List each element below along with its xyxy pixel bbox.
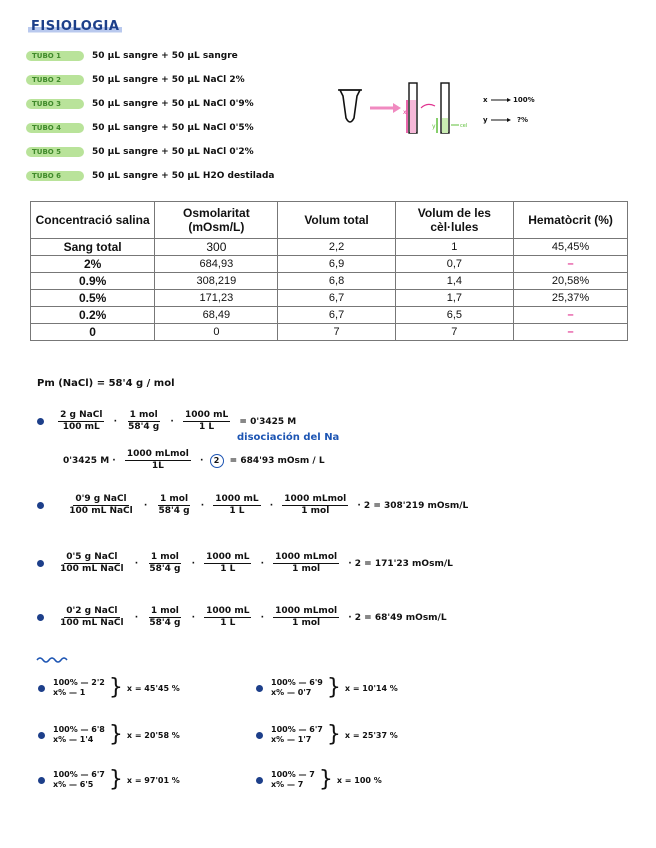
table-cell: 20,58% [514, 273, 628, 290]
page-title: FISIOLOGIA [28, 19, 122, 34]
results-table [30, 201, 628, 341]
tube-tag: TUBO 3 [26, 99, 84, 109]
dissociation-note: disociación del Na [237, 432, 340, 443]
diagram-label-y: y [432, 123, 436, 130]
tube-text: 50 µL sangre + 50 µL NaCl 2% [92, 75, 245, 85]
table-cell: 0,7 [395, 256, 513, 273]
legend-x: x [483, 96, 488, 104]
prop-result: x = 10'14 % [344, 683, 398, 693]
prop-line: 100% — 6'9 [271, 678, 323, 687]
tube-item [26, 169, 274, 183]
frac-den: 100 mL NaCl [69, 506, 133, 516]
hematocrit-tube-icon [403, 83, 417, 133]
table-cell: 6,9 [278, 256, 395, 273]
tube-item [26, 121, 254, 135]
diagram-label-x: x [403, 109, 407, 116]
hematocrit-tube-icon [432, 83, 467, 133]
tube-tag: TUBO 5 [26, 147, 84, 157]
prop-line: x% — 6'5 [53, 780, 94, 789]
proportion: 100% — 6'7 x% — 6'5 } x = 97'01 % [38, 770, 180, 790]
proportion: 100% — 6'9 x% — 0'7 } x = 10'14 % [256, 678, 398, 698]
table-cell: 300 [155, 239, 278, 256]
tube-tag: TUBO 4 [26, 123, 84, 133]
bullet-icon [37, 418, 44, 425]
prop-result: x = 20'58 % [126, 730, 180, 740]
prop-line: x% — 7 [271, 780, 304, 789]
calc-lead: 0'3425 M · [63, 455, 116, 466]
tube-tag: TUBO 2 [26, 75, 84, 85]
bullet-icon [256, 685, 263, 692]
prop-line: x% — 1 [53, 688, 86, 697]
frac-den: 1 L [229, 506, 245, 516]
frac-num: 0'9 g NaCl [75, 494, 127, 504]
table-cell: 1,7 [395, 290, 513, 307]
table-header: Volum de les cèl·lules [395, 202, 513, 239]
frac-den: 1 L [220, 618, 236, 628]
table-row [31, 256, 628, 273]
bullet-icon [38, 777, 45, 784]
calc-result: = 684'93 mOsm / L [229, 455, 325, 466]
diagram-label-cel: cel [460, 123, 468, 129]
tube-text: 50 µL sangre + 50 µL NaCl 0'5% [92, 123, 254, 133]
table-cell: 0.9% [31, 273, 155, 290]
table-cell: 25,37% [514, 290, 628, 307]
frac-num: 1000 mL [184, 410, 229, 420]
dissociation-circle: 2 [210, 454, 224, 468]
prop-result: x = 97'01 % [126, 775, 180, 785]
legend-y: y [483, 116, 488, 124]
frac-num: 1 mol [150, 552, 179, 562]
frac-num: 1000 mL [206, 606, 250, 616]
bullet-icon [37, 560, 44, 567]
tube-item [26, 145, 254, 159]
table-cell: 2,2 [278, 239, 395, 256]
tube-item [26, 49, 238, 63]
table-cell: 45,45% [514, 239, 628, 256]
calc-result: · 2 = 308'219 mOsm/L [357, 500, 469, 511]
frac-num: 0'2 g NaCl [66, 606, 118, 616]
table-cell: 6,5 [395, 307, 513, 324]
table-cell: 0.5% [31, 290, 155, 307]
table-cell: – [514, 256, 628, 273]
calc-line: $\frac{\text{0'9 g NaCl}}{\text{100 mL NaCl}}$ · $\frac{\text{1 mol}}{58'4 g}$ · $\frac{1000 mL}{1 L}$ · $\frac{\text{1000 mLmol}}{\text{1 mol}}$ · 2 = 308'219 mOsm/L [37, 494, 471, 517]
proportion: 100% — 7 x% — 7 } x = 100 % [256, 770, 382, 790]
table-header: Volum total [278, 202, 395, 239]
bullet-icon [256, 732, 263, 739]
centrifuge-diagram [335, 78, 565, 158]
tube-tag: TUBO 1 [26, 51, 84, 61]
arrow-icon [370, 103, 401, 113]
frac-num: 2 g NaCl [60, 410, 103, 420]
legend-100: 100% [513, 96, 535, 104]
bullet-icon [38, 732, 45, 739]
table-cell: 1,4 [395, 273, 513, 290]
frac-den: 100 mL NaCl [60, 618, 124, 628]
tube-text: 50 µL sangre + 50 µL NaCl 0'2% [92, 147, 254, 157]
frac-den: 100 mL [62, 422, 100, 432]
prop-line: 100% — 2'2 [53, 678, 105, 687]
table-cell: 6,8 [278, 273, 395, 290]
prop-result: x = 25'37 % [344, 730, 398, 740]
tube-text: 50 µL sangre + 50 µL NaCl 0'9% [92, 99, 254, 109]
table-header: Osmolaritat (mOsm/L) [155, 202, 278, 239]
table-row [31, 324, 628, 341]
table-cell: 6,7 [278, 307, 395, 324]
table-row [31, 290, 628, 307]
table-cell: – [514, 324, 628, 341]
table-cell: 684,93 [155, 256, 278, 273]
calc-line: $\frac{\text{2 g NaCl}}{100 mL}$ · $\frac{\text{1 mol}}{58'4 g}$ · $\frac{1000 mL}{1 L}$ = 0'3425 M [37, 410, 299, 433]
bullet-icon [37, 614, 44, 621]
legend-q: ?% [517, 116, 529, 124]
tube-text: 50 µL sangre + 50 µL sangre [92, 51, 238, 61]
tube-tag: TUBO 6 [26, 171, 84, 181]
prop-result: x = 45'45 % [126, 683, 180, 693]
table-cell: Sang total [31, 239, 155, 256]
table-row [31, 273, 628, 290]
prop-result: x = 100 % [336, 775, 382, 785]
frac-num: 1000 mLmol [275, 552, 338, 562]
frac-num: 1000 mLmol [126, 449, 189, 459]
calc-result: = 0'3425 M [239, 416, 297, 427]
prop-line: x% — 0'7 [271, 688, 312, 697]
prop-line: 100% — 7 [271, 770, 315, 779]
table-header: Hematòcrit (%) [514, 202, 628, 239]
table-cell: – [514, 307, 628, 324]
prop-line: 100% — 6'7 [271, 725, 323, 734]
bullet-icon [256, 777, 263, 784]
table-row [31, 239, 628, 256]
wave-divider-icon [36, 655, 68, 665]
frac-num: 1000 mL [206, 552, 250, 562]
prop-line: x% — 1'4 [53, 735, 94, 744]
table-cell: 171,23 [155, 290, 278, 307]
frac-den: 58'4 g [149, 618, 181, 628]
proportion: 100% — 6'7 x% — 1'7 } x = 25'37 % [256, 725, 398, 745]
proportion: 100% — 2'2 x% — 1 } x = 45'45 % [38, 678, 180, 698]
table-cell: 6,7 [278, 290, 395, 307]
frac-den: 58'4 g [149, 564, 181, 574]
frac-num: 1 mol [150, 606, 179, 616]
frac-num: 0'5 g NaCl [66, 552, 118, 562]
frac-num: 1000 mLmol [284, 494, 347, 504]
table-header: Concentració salina [31, 202, 155, 239]
calc-result: · 2 = 68'49 mOsm/L [348, 612, 447, 623]
prop-line: 100% — 6'8 [53, 725, 105, 734]
prop-line: x% — 1'7 [271, 735, 312, 744]
table-cell: 0 [155, 324, 278, 341]
table-cell: 7 [278, 324, 395, 341]
frac-den: 58'4 g [158, 506, 190, 516]
calc-line: $\frac{\text{0'5 g NaCl}}{\text{100 mL NaCl}}$ · $\frac{\text{1 mol}}{58'4 g}$ · $\frac{1000 mL}{1 L}$ · $\frac{\text{1000 mLmol}}{\text{1 mol}}$ · 2 = 171'23 mOsm/L [37, 552, 456, 575]
frac-den: 1 mol [292, 618, 321, 628]
bullet-icon [38, 685, 45, 692]
frac-num: 1 mol [129, 410, 158, 420]
prop-line: 100% — 6'7 [53, 770, 105, 779]
frac-num: 1000 mL [215, 494, 259, 504]
eppendorf-tube-icon [340, 90, 360, 122]
table-cell: 308,219 [155, 273, 278, 290]
frac-den: 1 mol [292, 564, 321, 574]
table-cell: 2% [31, 256, 155, 273]
calc-line: 0'3425 M · $\frac{\text{1000 mLmol}}{1L}$ · 2 = 684'93 mOsm / L [63, 449, 325, 471]
frac-den: 58'4 g [128, 422, 160, 432]
molar-mass-line: Pm (NaCl) = 58'4 g / mol [37, 378, 175, 389]
frac-den: 1 L [199, 422, 215, 432]
frac-den: 1 L [220, 564, 236, 574]
frac-den: 100 mL NaCl [60, 564, 124, 574]
tube-item [26, 97, 254, 111]
frac-den: 1L [151, 461, 164, 471]
frac-num: 1 mol [159, 494, 189, 504]
table-header-row [31, 202, 628, 239]
bullet-icon [37, 502, 44, 509]
table-cell: 0.2% [31, 307, 155, 324]
table-row [31, 307, 628, 324]
table-cell: 68,49 [155, 307, 278, 324]
calc-result: · 2 = 171'23 mOsm/L [348, 558, 453, 569]
calc-line: $\frac{\text{0'2 g NaCl}}{\text{100 mL NaCl}}$ · $\frac{\text{1 mol}}{58'4 g}$ · $\frac{1000 mL}{1 L}$ · $\frac{\text{1000 mLmol}}{\text{1 mol}}$ · 2 = 68'49 mOsm/L [37, 606, 450, 629]
frac-den: 1 mol [301, 506, 330, 516]
table-cell: 7 [395, 324, 513, 341]
tube-item [26, 73, 245, 87]
table-cell: 0 [31, 324, 155, 341]
proportion: 100% — 6'8 x% — 1'4 } x = 20'58 % [38, 725, 180, 745]
frac-num: 1000 mLmol [275, 606, 338, 616]
tube-text: 50 µL sangre + 50 µL H2O destilada [92, 171, 275, 181]
table-cell: 1 [395, 239, 513, 256]
